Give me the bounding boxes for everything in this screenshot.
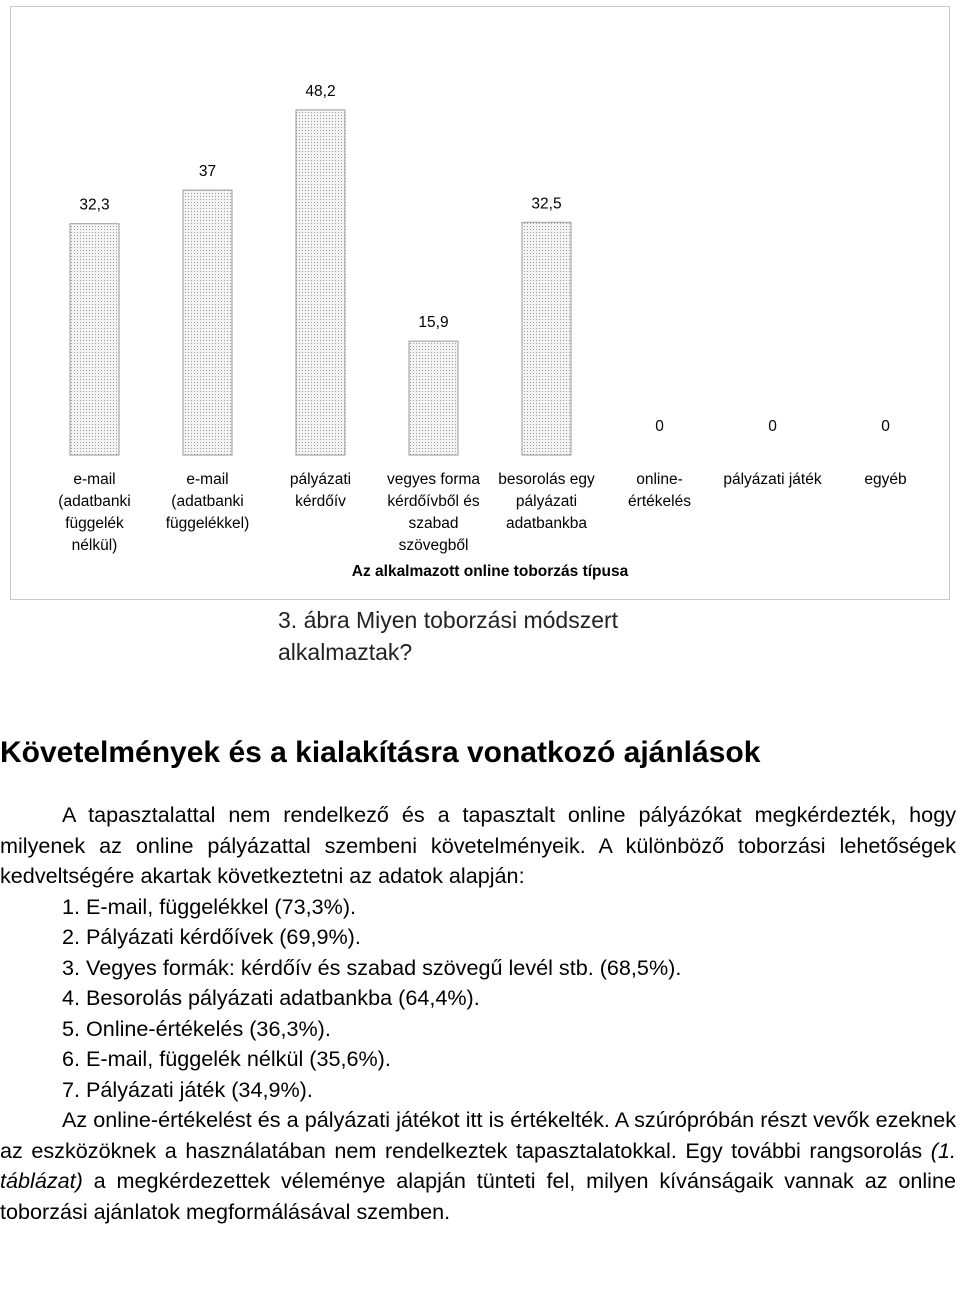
data-label: 32,5 [531, 195, 562, 213]
x-tick-label: e-mail (adatbanki függelék nélkül) [58, 471, 131, 554]
closing-paragraph [0, 1105, 956, 1227]
figure-caption: 3. ábra Miyen toborzási módszert alkalmaztak? [278, 607, 619, 665]
ranking-list [0, 892, 956, 1106]
ranking-list-item: 1. E-mail, függelékkel (73,3%). [62, 893, 357, 919]
data-label: 0 [655, 418, 664, 435]
x-tick-label: pályázati játék [723, 471, 822, 488]
data-label: 48,2 [305, 82, 336, 100]
bar [296, 110, 345, 455]
data-label: 0 [881, 418, 890, 435]
bar [522, 222, 571, 455]
closing-text-2: a megkérdezettek véleménye alapján tünteti fel, milyen kívánságaik vannak az online toborzási ajánlatok megformálásával szemben. [0, 1168, 956, 1224]
body-text [0, 800, 956, 1227]
section-heading: Követelmények és a kialakításra vonatkozó ajánlások [0, 736, 761, 769]
data-label: 37 [198, 163, 217, 181]
bar [183, 190, 232, 455]
ranking-list-item: 7. Pályázati játék (34,9%). [62, 1076, 313, 1102]
x-tick-label: e-mail (adatbanki függelékkel) [165, 471, 250, 532]
bar [409, 341, 458, 455]
ranking-list-item: 2. Pályázati kérdőívek (69,9%). [62, 924, 361, 949]
data-label: 32,3 [79, 196, 110, 214]
x-tick-label: vegyes forma kérdőívből és szabad szövegből [386, 471, 481, 554]
ranking-list-item: 6. E-mail, függelék nélkül (35,6%). [62, 1046, 391, 1071]
intro-paragraph: A tapasztalattal nem rendelkező és a tapasztalt online pályázókat megkérdezték, hogy milyenek az online pályázattal szembeni követelményeik. A különböző toborzási lehetőségek kedveltségére akartak következtetni az adatok alapján: [0, 802, 956, 888]
closing-text-1: Az online-értékelést és a pályázati játékot itt is értékelték. A szúrópróbán részt vevők ezeknek az eszközöknek a használatában nem rendelkeztek tapasztalatokkal. Egy további rangsorolás [0, 1107, 956, 1163]
table-reference: (1. táblázat) [0, 1137, 956, 1193]
data-label: 0 [768, 418, 777, 435]
ranking-list-item: 4. Besorolás pályázati adatbankba (64,4%). [62, 985, 480, 1010]
ranking-list-item: 5. Online-értékelés (36,3%). [62, 1015, 331, 1041]
x-tick-label: online- értékelés [628, 471, 691, 510]
x-tick-label: besorolás egy pályázati adatbankba [498, 471, 595, 532]
chart-frame [10, 6, 950, 600]
ranking-list-item: 3. Vegyes formák: kérdőív és szabad szövegű levél stb. (68,5%). [62, 954, 682, 980]
x-tick-label: pályázati kérdőív [289, 471, 352, 510]
bar [70, 224, 119, 455]
x-tick-label: egyéb [864, 471, 907, 488]
x-axis-label: Az alkalmazott online toborzás típusa [351, 563, 629, 580]
data-label: 15,9 [418, 314, 449, 332]
